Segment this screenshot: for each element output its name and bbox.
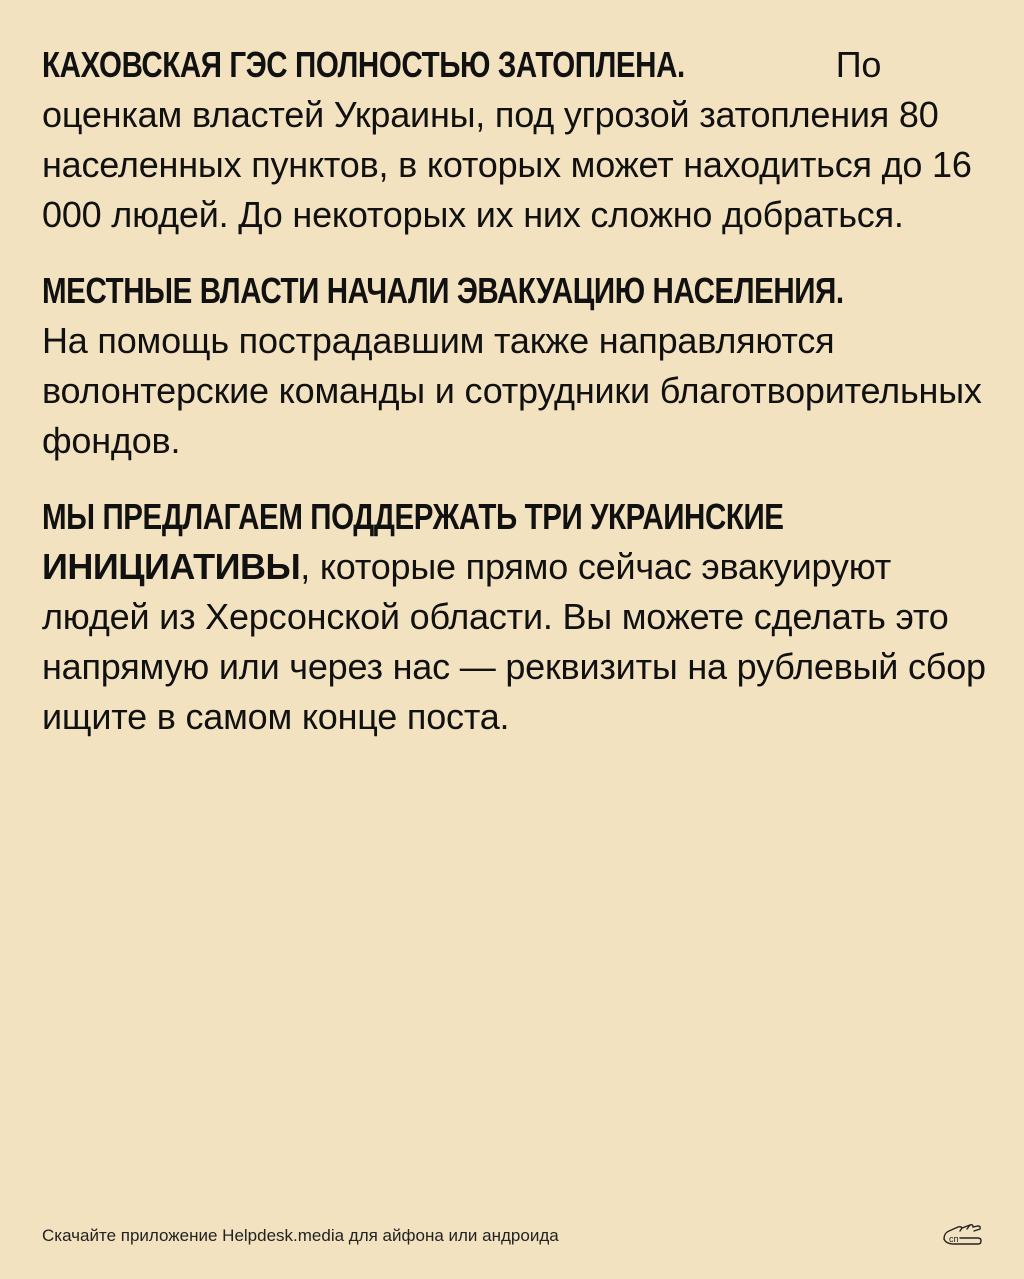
- hand-logo-icon: [940, 1219, 984, 1247]
- paragraph-evacuation: [42, 266, 992, 466]
- paragraph-lead: КАХОВСКАЯ ГЭС ПОЛНОСТЬЮ ЗАТОПЛЕНА.: [42, 44, 685, 85]
- paragraph-lead: МЫ ПРЕДЛАГАЕМ ПОДДЕРЖАТЬ ТРИ УКРАИНСКИЕ: [42, 496, 784, 537]
- app-download-footer: Скачайте приложение Helpdesk.media для айфона или андроида: [42, 1226, 559, 1245]
- paragraph-lead-continued: ИНИЦИАТИВЫ: [42, 546, 301, 587]
- logo-text: сп: [949, 1234, 959, 1244]
- paragraph-text: На помощь пострадавшим также направляются волонтерские команды и сотрудники благотворительных фондов.: [42, 320, 982, 461]
- paragraph-text: , которые прямо сейчас эвакуируют людей из Херсонской области. Вы можете сделать это напрямую или через нас — реквизиты на рублевый сбор ищите в самом конце поста.: [42, 546, 986, 737]
- paragraph-lead: МЕСТНЫЕ ВЛАСТИ НАЧАЛИ ЭВАКУАЦИЮ НАСЕЛЕНИЯ.: [42, 270, 844, 311]
- paragraph-dam-flooded: [42, 40, 992, 240]
- paragraph-text: По оценкам властей Украины, под угрозой затопления 80 населенных пунктов, в которых может находиться до 16 000 людей. До некоторых их них сложно добраться.: [42, 44, 972, 235]
- article-body: [42, 40, 992, 768]
- paragraph-support: [42, 492, 992, 742]
